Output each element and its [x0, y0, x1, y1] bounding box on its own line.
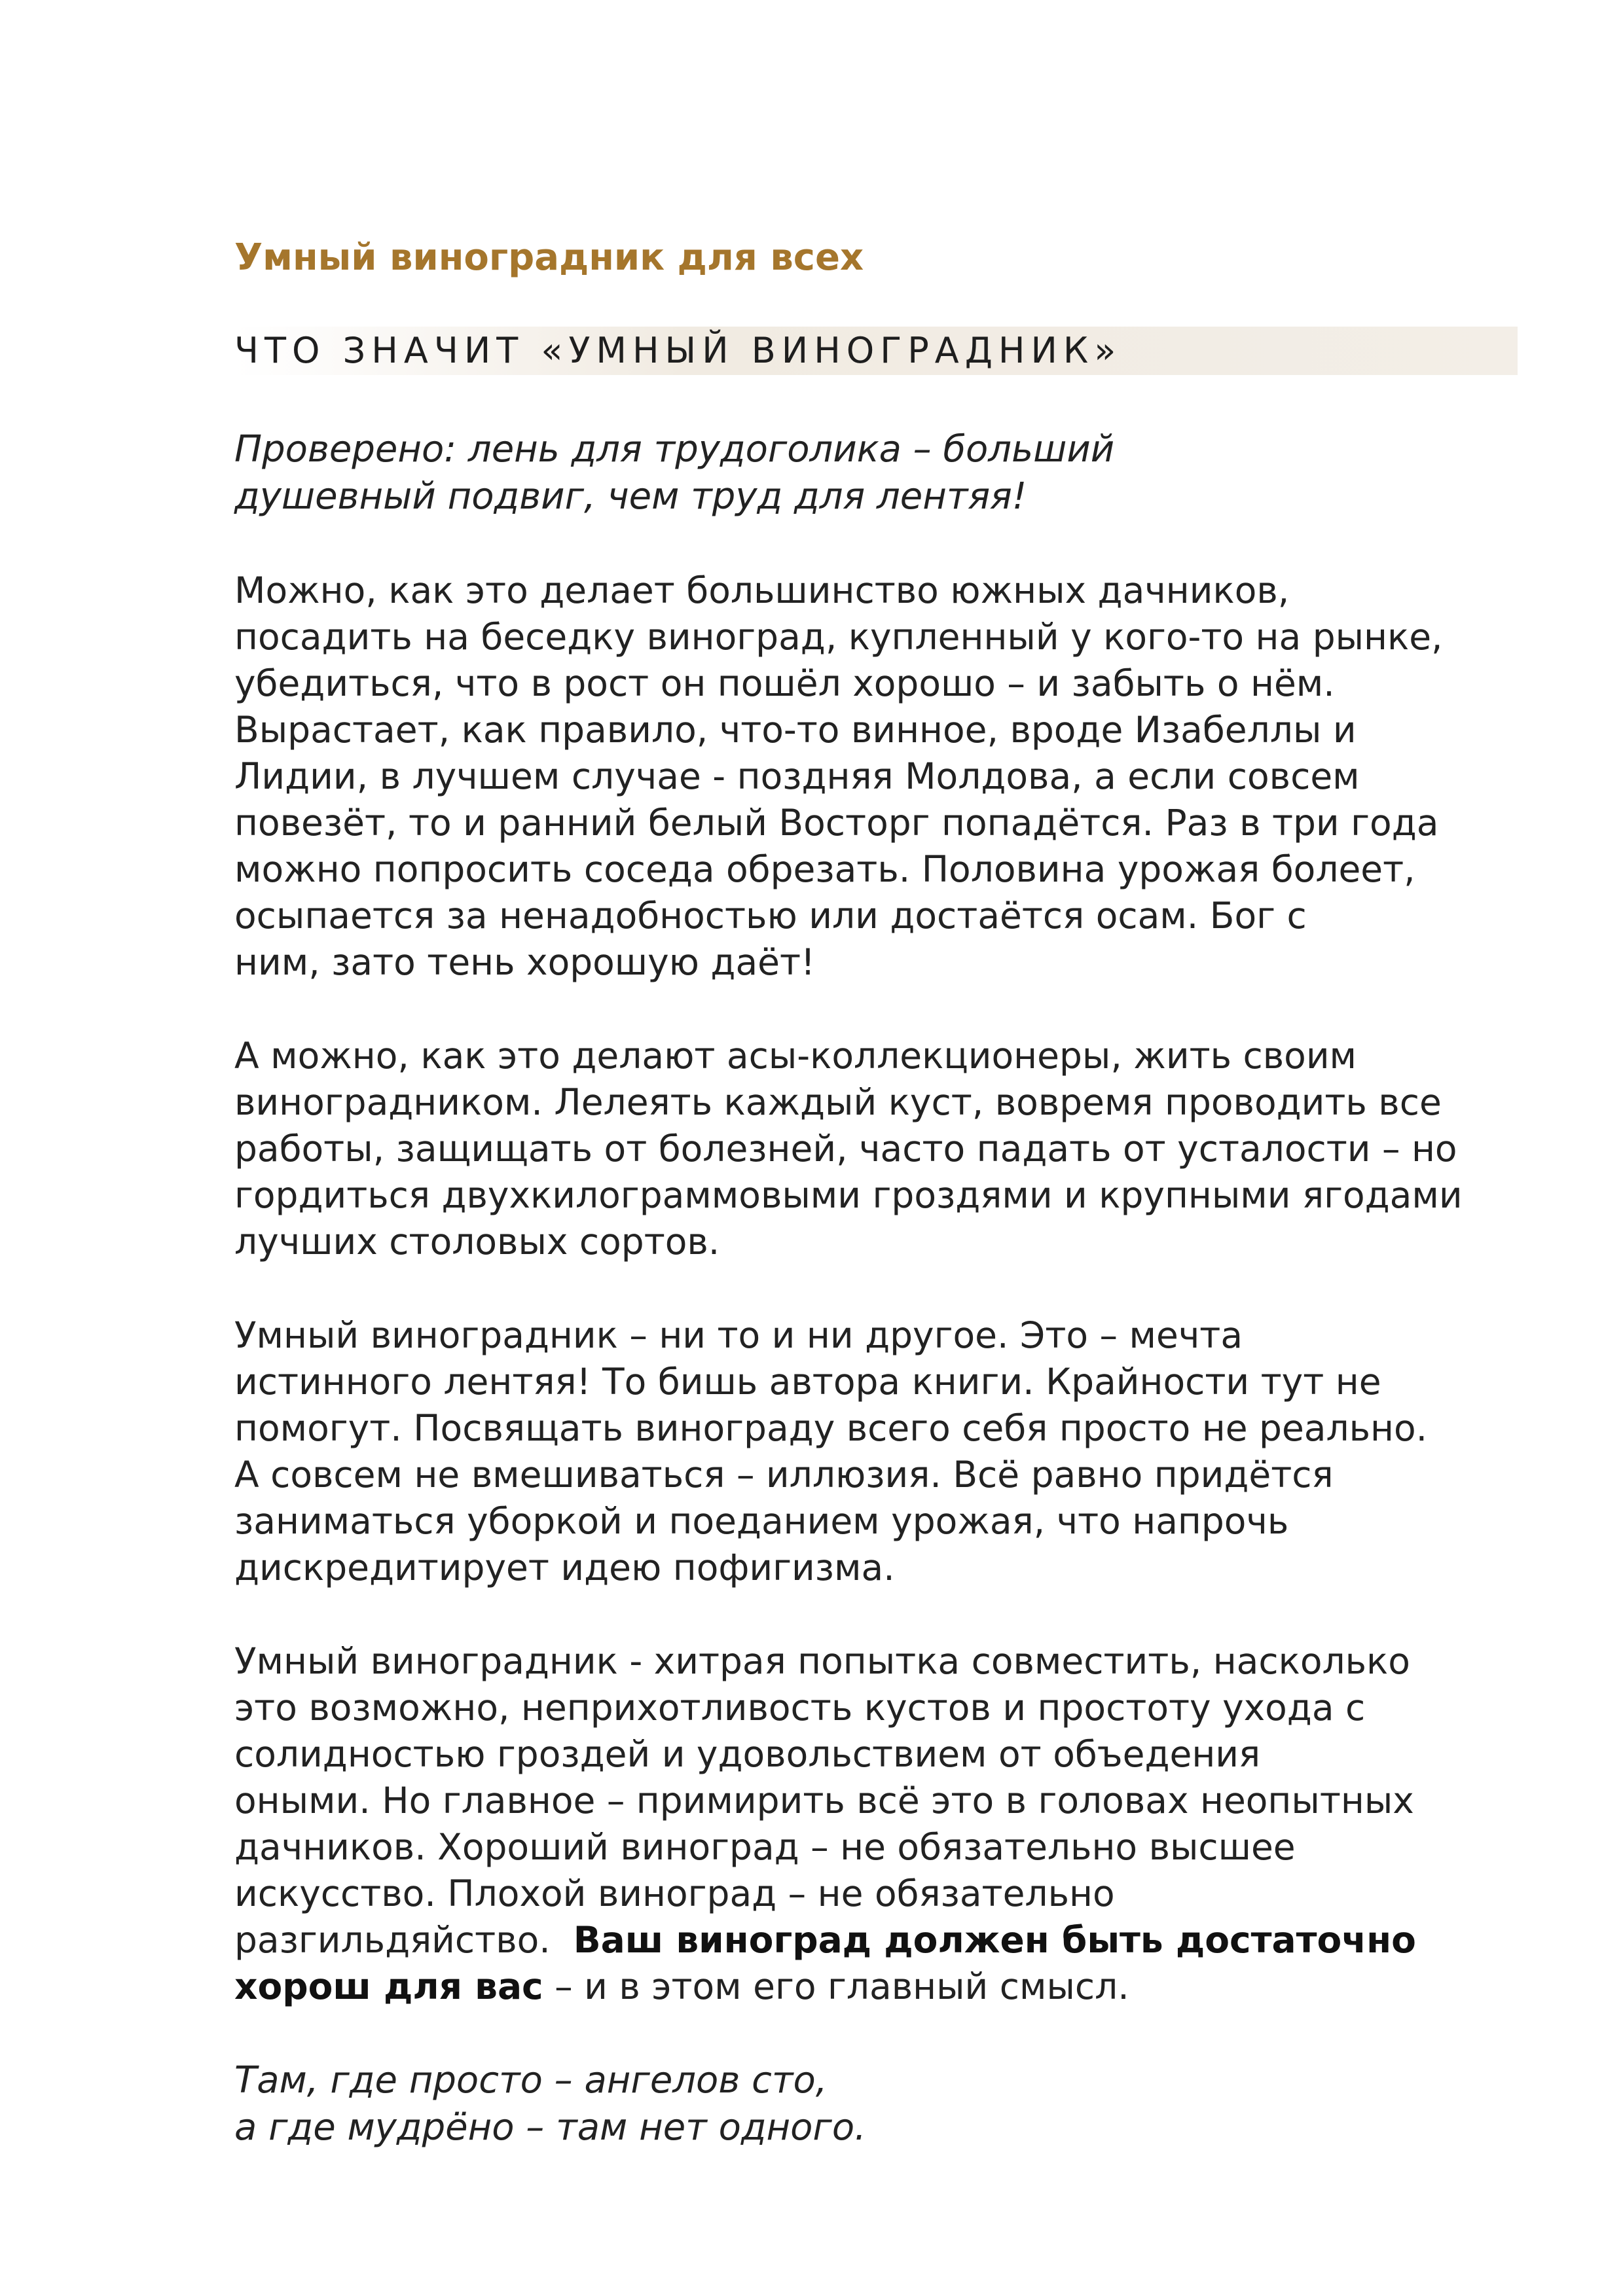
paragraph-line: оными. Но главное – примирить всё это в головах неопытных: [234, 1780, 1414, 1822]
paragraph-line: Можно, как это делает большинство южных дачников,: [234, 569, 1290, 612]
paragraph-1: [234, 567, 1518, 986]
epigraph-bottom-line: Там, где просто – ангелов сто,: [234, 2059, 828, 2102]
paragraph-line: можно попросить соседа обрезать. Половина урожая болеет,: [234, 848, 1415, 891]
paragraph-line: Умный виноградник – ни то и ни другое. Это – мечта: [234, 1314, 1243, 1357]
paragraph-line: заниматься уборкой и поеданием урожая, что напрочь: [234, 1500, 1289, 1543]
paragraph-line: искусство. Плохой виноград – не обязательно: [234, 1873, 1115, 1915]
paragraph-line: Вырастает, как правило, что-то винное, вроде Изабеллы и: [234, 709, 1357, 751]
paragraph-text: – и в этом его главный смысл.: [543, 1965, 1129, 2008]
paragraph-line: ним, зато тень хорошую даёт!: [234, 941, 816, 984]
paragraph-line: дачников. Хороший виноград – не обязательно высшее: [234, 1826, 1296, 1869]
epigraph-top-line: душевный подвиг, чем труд для лентяя!: [234, 475, 1027, 518]
paragraph-line: помогут. Посвящать винограду всего себя просто не реально.: [234, 1407, 1428, 1450]
paragraph-line: солидностью гроздей и удовольствием от объедения: [234, 1733, 1261, 1776]
paragraph-line: [234, 1917, 1518, 1964]
emphasis-text: Ваш виноград должен быть достаточно: [573, 1919, 1416, 1962]
paragraph-line: работы, защищать от болезней, часто падать от усталости – но: [234, 1128, 1457, 1170]
paragraph-line: А совсем не вмешиваться – иллюзия. Всё равно придётся: [234, 1454, 1334, 1496]
epigraph-top: [234, 426, 1518, 520]
paragraph-line: убедиться, что в рост он пошёл хорошо – и забыть о нём.: [234, 662, 1335, 705]
paragraph-line: истинного лентяя! То бишь автора книги. Крайности тут не: [234, 1361, 1381, 1403]
emphasis-text: хорош для вас: [234, 1965, 543, 2008]
paragraph-line: повезёт, то и ранний белый Восторг попадётся. Раз в три года: [234, 802, 1439, 844]
paragraph-line: осыпается за ненадобностью или достаётся осам. Бог с: [234, 895, 1307, 937]
paragraph-4: [234, 1638, 1518, 2010]
paragraph-text: разгильдяйство.: [234, 1919, 574, 1962]
paragraph-line: лучших столовых сортов.: [234, 1221, 720, 1263]
epigraph-top-line: Проверено: лень для трудоголика – больший: [234, 428, 1115, 471]
paragraph-line: дискредитирует идею пофигизма.: [234, 1547, 895, 1589]
paragraph-line: А можно, как это делают асы-коллекционеры, жить своим: [234, 1035, 1357, 1077]
paragraph-line: Лидии, в лучшем случае - поздняя Молдова, а если совсем: [234, 755, 1360, 798]
epigraph-bottom: [234, 2057, 1518, 2151]
paragraph-line: Умный виноградник - хитрая попытка совместить, насколько: [234, 1640, 1410, 1683]
paragraph-line: гордиться двухкилограммовыми гроздями и крупными ягодами: [234, 1174, 1463, 1217]
paragraph-line: виноградником. Лелеять каждый куст, вовремя проводить все: [234, 1081, 1442, 1124]
paragraph-line: [234, 1964, 1518, 2010]
page-title: Умный виноградник для всех: [234, 236, 864, 279]
paragraph-line: посадить на беседку виноград, купленный у кого-то на рынке,: [234, 616, 1443, 658]
epigraph-bottom-line: а где мудрёно – там нет одного.: [234, 2106, 866, 2149]
paragraph-line: это возможно, неприхотливость кустов и простоту ухода с: [234, 1687, 1366, 1729]
section-heading: ЧТО ЗНАЧИТ «УМНЫЙ ВИНОГРАДНИК»: [234, 327, 1518, 375]
paragraph-3: [234, 1312, 1518, 1591]
paragraph-2: [234, 1033, 1518, 1265]
document-page: [234, 236, 1518, 2151]
